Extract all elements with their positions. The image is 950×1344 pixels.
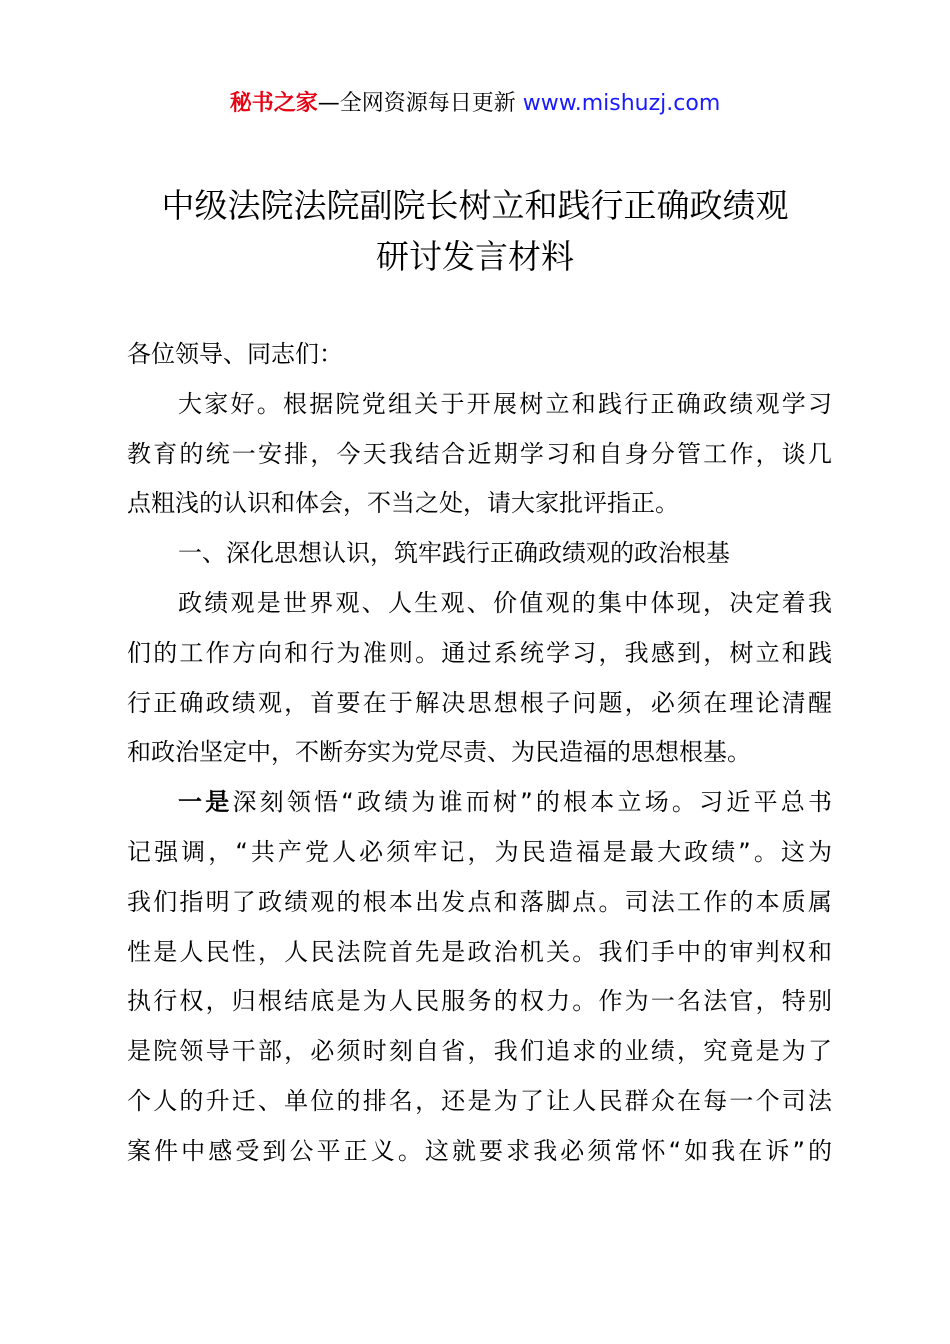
body-text-line	[127, 977, 832, 1027]
body-text-line	[127, 1127, 832, 1177]
body-text-line	[127, 728, 832, 778]
line-text: 政绩观是世界观、人生观、价值观的集中体现，决定着我	[178, 588, 832, 617]
line-text: 记强调，“共产党人必须牢记，为民造福是最大政绩”。这为	[127, 837, 832, 866]
body-text-line	[127, 479, 832, 529]
line-text: 行正确政绩观，首要在于解决思想根子问题，必须在理论清醒	[127, 688, 832, 717]
line-text: 执行权，归根结底是为人民服务的权力。作为一名法官，特别	[127, 987, 832, 1016]
body-text-line	[127, 430, 832, 480]
emphasis-label: 一是	[178, 788, 233, 817]
line-text: 性是人民性，人民法院首先是政治机关。我们手中的审判权和	[127, 937, 832, 966]
line-text: 大家好。根据院党组关于开展树立和践行正确政绩观学习	[178, 389, 832, 418]
site-url-link[interactable]: www.mishuzj.com	[522, 91, 721, 116]
title-line-1: 中级法院法院副院长树立和践行正确政绩观	[161, 186, 789, 225]
salutation: 各位领导、同志们：	[127, 340, 343, 368]
brand-name: 秘书之家	[229, 91, 318, 116]
body-text-line	[127, 1077, 832, 1127]
line-text: 我们指明了政绩观的根本出发点和落脚点。司法工作的本质属	[127, 887, 832, 916]
line-text: 深刻领悟“政绩为谁而树”的根本立场。习近平总书	[232, 788, 832, 817]
title-line-2: 研讨发言材料	[376, 237, 574, 276]
line-text: 点粗浅的认识和体会，不当之处，请大家批评指正。	[127, 489, 679, 518]
banner-tagline: —全网资源每日更新	[317, 91, 523, 116]
line-text: 们的工作方向和行为准则。通过系统学习，我感到，树立和践	[127, 638, 832, 667]
line-text: 和政治坚定中，不断夯实为党尽责、为民造福的思想根基。	[127, 738, 751, 767]
body-text-line	[127, 928, 832, 978]
body-text-line	[127, 1027, 832, 1077]
line-text: 一、深化思想认识，筑牢践行正确政绩观的政治根基	[178, 539, 730, 568]
body-text-line	[127, 828, 832, 878]
line-text: 教育的统一安排，今天我结合近期学习和自身分管工作，谈几	[127, 439, 832, 468]
document-body	[127, 330, 832, 1177]
body-text-line	[127, 679, 832, 729]
body-text-line	[127, 878, 832, 928]
document-title	[0, 180, 950, 282]
site-banner	[0, 88, 950, 120]
body-text-line	[127, 629, 832, 679]
line-text: 案件中感受到公平正义。这就要求我必须常怀“如我在诉”的	[127, 1136, 832, 1165]
body-text-line	[127, 529, 832, 579]
line-text: 个人的升迁、单位的排名，还是为了让人民群众在每一个司法	[127, 1086, 832, 1115]
body-text-line	[127, 778, 832, 828]
body-text-line	[127, 579, 832, 629]
line-text: 是院领导干部，必须时刻自省，我们追求的业绩，究竟是为了	[127, 1037, 832, 1066]
body-text-line	[127, 380, 832, 430]
